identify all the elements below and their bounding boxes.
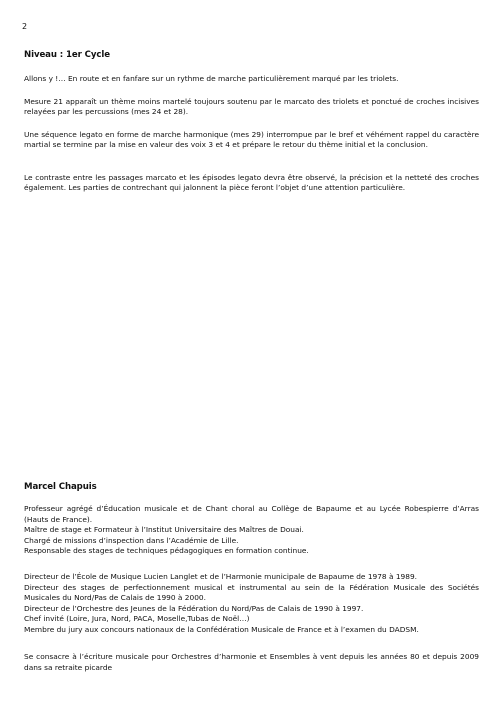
bio-line: Directeur des stages de perfectionnement musical et instrumental au sein de la Fédération Musicale des Sociétés Musicales du Nord/Pas de Calais de 1990 à 2000. xyxy=(24,582,479,603)
bio-line: Chargé de missions d’inspection dans l’Académie de Lille. xyxy=(24,535,239,545)
level-heading: Niveau : 1er Cycle xyxy=(24,50,110,60)
level-paragraph-2: Mesure 21 apparaît un thème moins martelé toujours soutenu par le marcato des triolets et ponctué de croches incisives relayées par les percussions (mes 24 et 28). xyxy=(24,97,479,116)
level-paragraph-1: Allons y !… En route et en fanfare sur un rythme de marche particulièrement marqué par les triolets. xyxy=(24,74,399,83)
level-paragraph-3: Une séquence legato en forme de marche harmonique (mes 29) interrompue par le bref et véhément rappel du caractère martial se termine par la mise en valeur des voix 3 et 4 et prépare le retour du thème initial et la conclusion. xyxy=(24,130,479,149)
bio-line: Directeur de l’École de Musique Lucien Langlet et de l’Harmonie municipale de Bapaume de 1978 à 1989. xyxy=(24,572,418,581)
level-section xyxy=(24,50,479,60)
bio-line: Maître de stage et Formateur à l’Institut Universitaire des Maîtres de Douai. xyxy=(24,525,304,535)
bio-line: Chef invité (Loire, Jura, Nord, PACA, Moselle,Tubas de Noël…) xyxy=(24,614,250,624)
bio-closing: Se consacre à l’écriture musicale pour Orchestres d’harmonie et Ensembles à vent depuis les années 80 et depuis 2009 dans sa retraite picarde xyxy=(24,652,479,672)
bio-line: Professeur agrégé d’Éducation musicale et de Chant choral au Collège de Bapaume et au Lycée Robespierre d’Arras (Hauts de France). xyxy=(24,504,479,524)
bio-line: Responsable des stages de techniques pédagogiques en formation continue. xyxy=(24,546,309,556)
level-paragraph-4: Le contraste entre les passages marcato et les épisodes legato devra être observé, la précision et la netteté des croches également. Les parties de contrechant qui jalonnent la pièce feront l’objet d’une attention particulière. xyxy=(24,173,479,192)
bio-line: Membre du jury aux concours nationaux de la Confédération Musicale de France et à l’examen du DADSM. xyxy=(24,624,419,634)
bio-line: Directeur de l’Orchestre des Jeunes de la Fédération du Nord/Pas de Calais de 1990 à 1997. xyxy=(24,603,364,613)
bio-heading: Marcel Chapuis xyxy=(24,482,97,492)
bio-group-1 xyxy=(24,504,479,557)
bio-section xyxy=(24,482,479,492)
bio-group-2 xyxy=(24,572,479,636)
page-number: 2 xyxy=(22,22,28,31)
